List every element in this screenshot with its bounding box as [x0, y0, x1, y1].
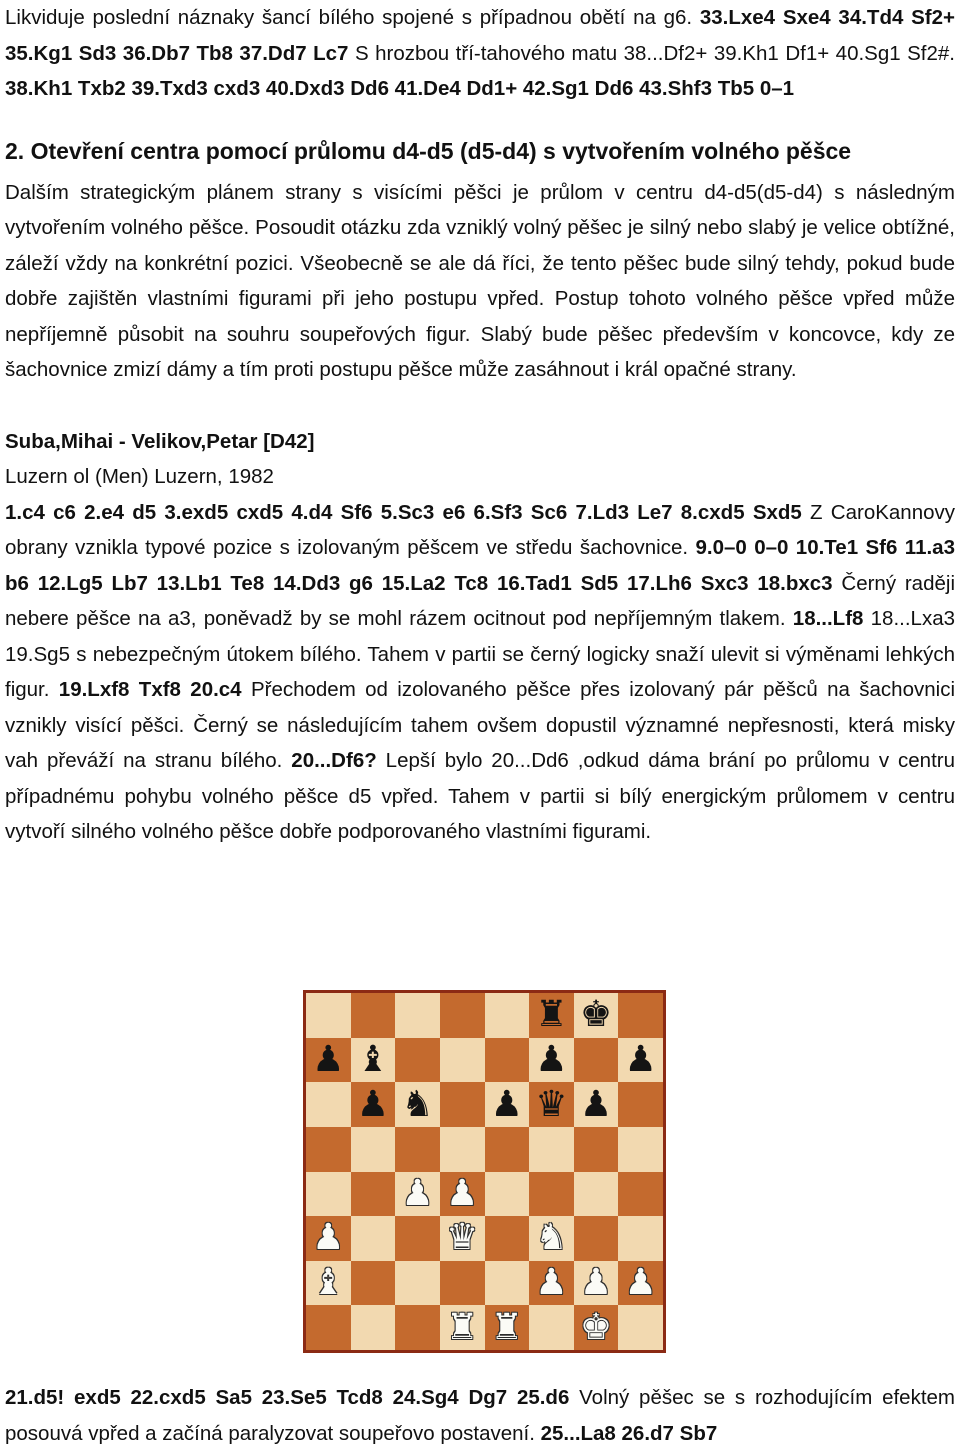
square-g4: [574, 1172, 619, 1217]
square-g7: [574, 1038, 619, 1083]
square-d2: [440, 1261, 485, 1306]
white-queen-icon: ♛: [446, 1217, 479, 1259]
black-bishop-icon: ♝: [356, 1038, 390, 1080]
square-h6: [618, 1082, 663, 1127]
white-pawn-icon: ♟: [579, 1262, 613, 1304]
square-b6: [351, 1082, 396, 1127]
continuation-paragraph: [5, 1380, 955, 1451]
square-c8: [395, 993, 440, 1038]
square-c6: [395, 1082, 440, 1127]
white-knight-icon: ♞: [535, 1217, 568, 1259]
game-annotation: [5, 495, 955, 850]
white-pawn-icon: ♟: [535, 1262, 568, 1304]
game-moves-3: 18...Lf8: [792, 607, 864, 630]
square-f3: [529, 1216, 574, 1261]
square-d1: [440, 1305, 485, 1350]
game-players: Suba,Mihai - Velikov,Petar [D42]: [5, 429, 315, 453]
game-moves-4: 19.Lxf8 Txf8 20.c4: [58, 678, 242, 701]
square-e8: [485, 993, 530, 1038]
square-a1: [306, 1305, 351, 1350]
square-b1: [351, 1305, 396, 1350]
square-f6: [529, 1082, 574, 1127]
black-pawn-icon: ♟: [535, 1038, 568, 1080]
white-pawn-icon: ♟: [312, 1217, 345, 1259]
square-f1: [529, 1305, 574, 1350]
square-b2: [351, 1261, 396, 1306]
black-queen-icon: ♛: [535, 1083, 568, 1125]
square-c2: [395, 1261, 440, 1306]
square-d5: [440, 1127, 485, 1172]
square-g6: [574, 1082, 619, 1127]
square-e1: [485, 1305, 530, 1350]
square-c4: [395, 1172, 440, 1217]
square-g1: [574, 1305, 619, 1350]
square-e7: [485, 1038, 530, 1083]
continuation-moves-2: 25...La8 26.d7 Sb7: [540, 1421, 718, 1445]
square-h1: [618, 1305, 663, 1350]
game-comment-2: Černý raději nebere pěšce na a3, poněvadž by se mohl rázem ocitnout pod nepříjemným tlakem.: [5, 571, 955, 630]
square-f2: [529, 1261, 574, 1306]
section-heading: 2. Otevření centra pomocí průlomu d4-d5 (d5-d4) s vytvořením volného pěšce: [5, 137, 852, 164]
square-d3: [440, 1216, 485, 1261]
game-comment-3: 18...Lxa3 19.Sg5 s nebezpečným útokem bílého. Tahem v partii se černý logicky snaží ulevit si výměnami lehkých figur.: [5, 607, 955, 701]
game-comment-5: Lepší bylo 20...Dd6 ,odkud dáma brání po průlomu v centru případnému pohybu volného pěšce d5 vpřed. Tahem v partii si bílý energickým průlomem v centru vytvoří silného volného pěšce dobře podporovaného vlastními figurami.: [5, 749, 955, 843]
square-g3: [574, 1216, 619, 1261]
game-moves-1: 1.c4 c6 2.e4 d5 3.exd5 cxd5 4.d4 Sf6 5.Sc3 e6 6.Sf3 Sc6 7.Ld3 Le7 8.cxd5 Sxd5: [5, 500, 802, 524]
chess-diagram: [303, 990, 666, 1353]
white-pawn-icon: ♟: [401, 1172, 434, 1214]
black-pawn-icon: ♟: [624, 1038, 657, 1080]
square-b5: [351, 1127, 396, 1172]
game-event: Luzern ol (Men) Luzern, 1982: [5, 465, 274, 488]
square-h8: [618, 993, 663, 1038]
spacer: [5, 388, 955, 424]
white-king-icon: ♚: [579, 1306, 613, 1348]
black-pawn-icon: ♟: [312, 1038, 345, 1080]
square-a5: [306, 1127, 351, 1172]
section-body: Dalším strategickým plánem strany s visícími pěšci je průlom v centru d4-d5(d5-d4) s následným vytvořením volného pěšce. Posoudit otázku zda vzniklý volný pěšec je silný nebo slabý je velice obtížné, záleží vždy na konkrétní pozici. Všeobecně se ale dá říci, že tento pěšec bude silný tehdy, pokud bude dobře zajištěn vlastními figurami při jeho postupu vpřed. Postup tohoto volného pěšce vpřed může nepříjemně působit na souhru soupeřových figur. Slabý bude pěšec především v koncovce, kdy ze šachovnice zmizí dámy a tím proti postupu pěšce může zasáhnout i král opačné strany.: [5, 180, 955, 381]
square-e2: [485, 1261, 530, 1306]
intro-moves-2: 38.Kh1 Txb2 39.Txd3 cxd3 40.Dxd3 Dd6 41.De4 Dd1+ 42.Sg1 Dd6 43.Shf3 Tb5 0–1: [5, 77, 795, 100]
square-f5: [529, 1127, 574, 1172]
continuation-block: [5, 1380, 955, 1451]
square-d7: [440, 1038, 485, 1083]
square-d6: [440, 1082, 485, 1127]
black-king-icon: ♚: [579, 994, 613, 1036]
game-moves-5: 20...Df6?: [291, 749, 377, 772]
square-h2: [618, 1261, 663, 1306]
white-pawn-icon: ♟: [624, 1262, 657, 1304]
square-f8: [529, 993, 574, 1038]
square-f4: [529, 1172, 574, 1217]
intro-line-1: Likviduje poslední náznaky šancí bílého spojené s případnou obětí na g6.: [5, 6, 700, 29]
black-rook-icon: ♜: [535, 994, 568, 1036]
square-d4: [440, 1172, 485, 1217]
intro-line-3: S hrozbou tří-tahového matu 38...Df2+ 39.Kh1 Df1+ 40.Sg1 Sf2#.: [348, 41, 955, 65]
square-a2: [306, 1261, 351, 1306]
game-header: [5, 424, 955, 460]
game-comment-4: Přechodem od izolovaného pěšce přes izolovaný pár pěšců na šachovnici vznikly visící pěšci. Černý se následujícím tahem ovšem dopustil významné nepřesnosti, která misky vah převáží na stranu bílého.: [5, 678, 955, 772]
square-h4: [618, 1172, 663, 1217]
white-rook-icon: ♜: [490, 1306, 523, 1348]
white-pawn-icon: ♟: [446, 1172, 479, 1214]
square-c5: [395, 1127, 440, 1172]
square-h5: [618, 1127, 663, 1172]
square-a6: [306, 1082, 351, 1127]
square-a3: [306, 1216, 351, 1261]
black-pawn-icon: ♟: [490, 1083, 523, 1125]
square-e6: [485, 1082, 530, 1127]
square-f7: [529, 1038, 574, 1083]
continuation-comment-1: Volný pěšec se s rozhodujícím efektem posouvá vpřed a začíná paralyzovat soupeřovo postavení.: [5, 1386, 955, 1445]
square-b7: [351, 1038, 396, 1083]
black-pawn-icon: ♟: [579, 1083, 613, 1125]
square-c1: [395, 1305, 440, 1350]
square-h3: [618, 1216, 663, 1261]
square-e3: [485, 1216, 530, 1261]
spacer: [5, 107, 955, 133]
square-a4: [306, 1172, 351, 1217]
white-bishop-icon: ♝: [312, 1262, 345, 1304]
square-b8: [351, 993, 396, 1038]
square-g8: [574, 993, 619, 1038]
document-page: [5, 0, 955, 850]
black-pawn-icon: ♟: [356, 1083, 390, 1125]
continuation-moves-1: 21.d5! exd5 22.cxd5 Sa5 23.Se5 Tcd8 24.Sg4 Dg7 25.d6: [5, 1386, 570, 1409]
square-e4: [485, 1172, 530, 1217]
game-moves-2: 9.0–0 0–0 10.Te1 Sf6 11.a3 b6 12.Lg5 Lb7 13.Lb1 Te8 14.Dd3 g6 15.La2 Tc8 16.Tad1 Sd5 17.Lh6 Sxc3 18.bxc3: [5, 536, 955, 595]
intro-paragraph: [5, 0, 955, 107]
square-a8: [306, 993, 351, 1038]
square-b3: [351, 1216, 396, 1261]
square-g5: [574, 1127, 619, 1172]
square-c7: [395, 1038, 440, 1083]
square-g2: [574, 1261, 619, 1306]
black-knight-icon: ♞: [401, 1083, 434, 1125]
square-h7: [618, 1038, 663, 1083]
white-rook-icon: ♜: [446, 1306, 479, 1348]
square-d8: [440, 993, 485, 1038]
chess-board: [306, 993, 663, 1350]
game-comment-1: Z CaroKannovy obrany vznikla typové pozice s izolovaným pěšcem ve středu šachovnice.: [5, 500, 956, 559]
square-b4: [351, 1172, 396, 1217]
square-a7: [306, 1038, 351, 1083]
intro-moves-1: 33.Lxe4 Sxe4 34.Td4 Sf2+ 35.Kg1 Sd3 36.Db7 Tb8 37.Dd7 Lc7: [5, 6, 955, 65]
square-e5: [485, 1127, 530, 1172]
square-c3: [395, 1216, 440, 1261]
